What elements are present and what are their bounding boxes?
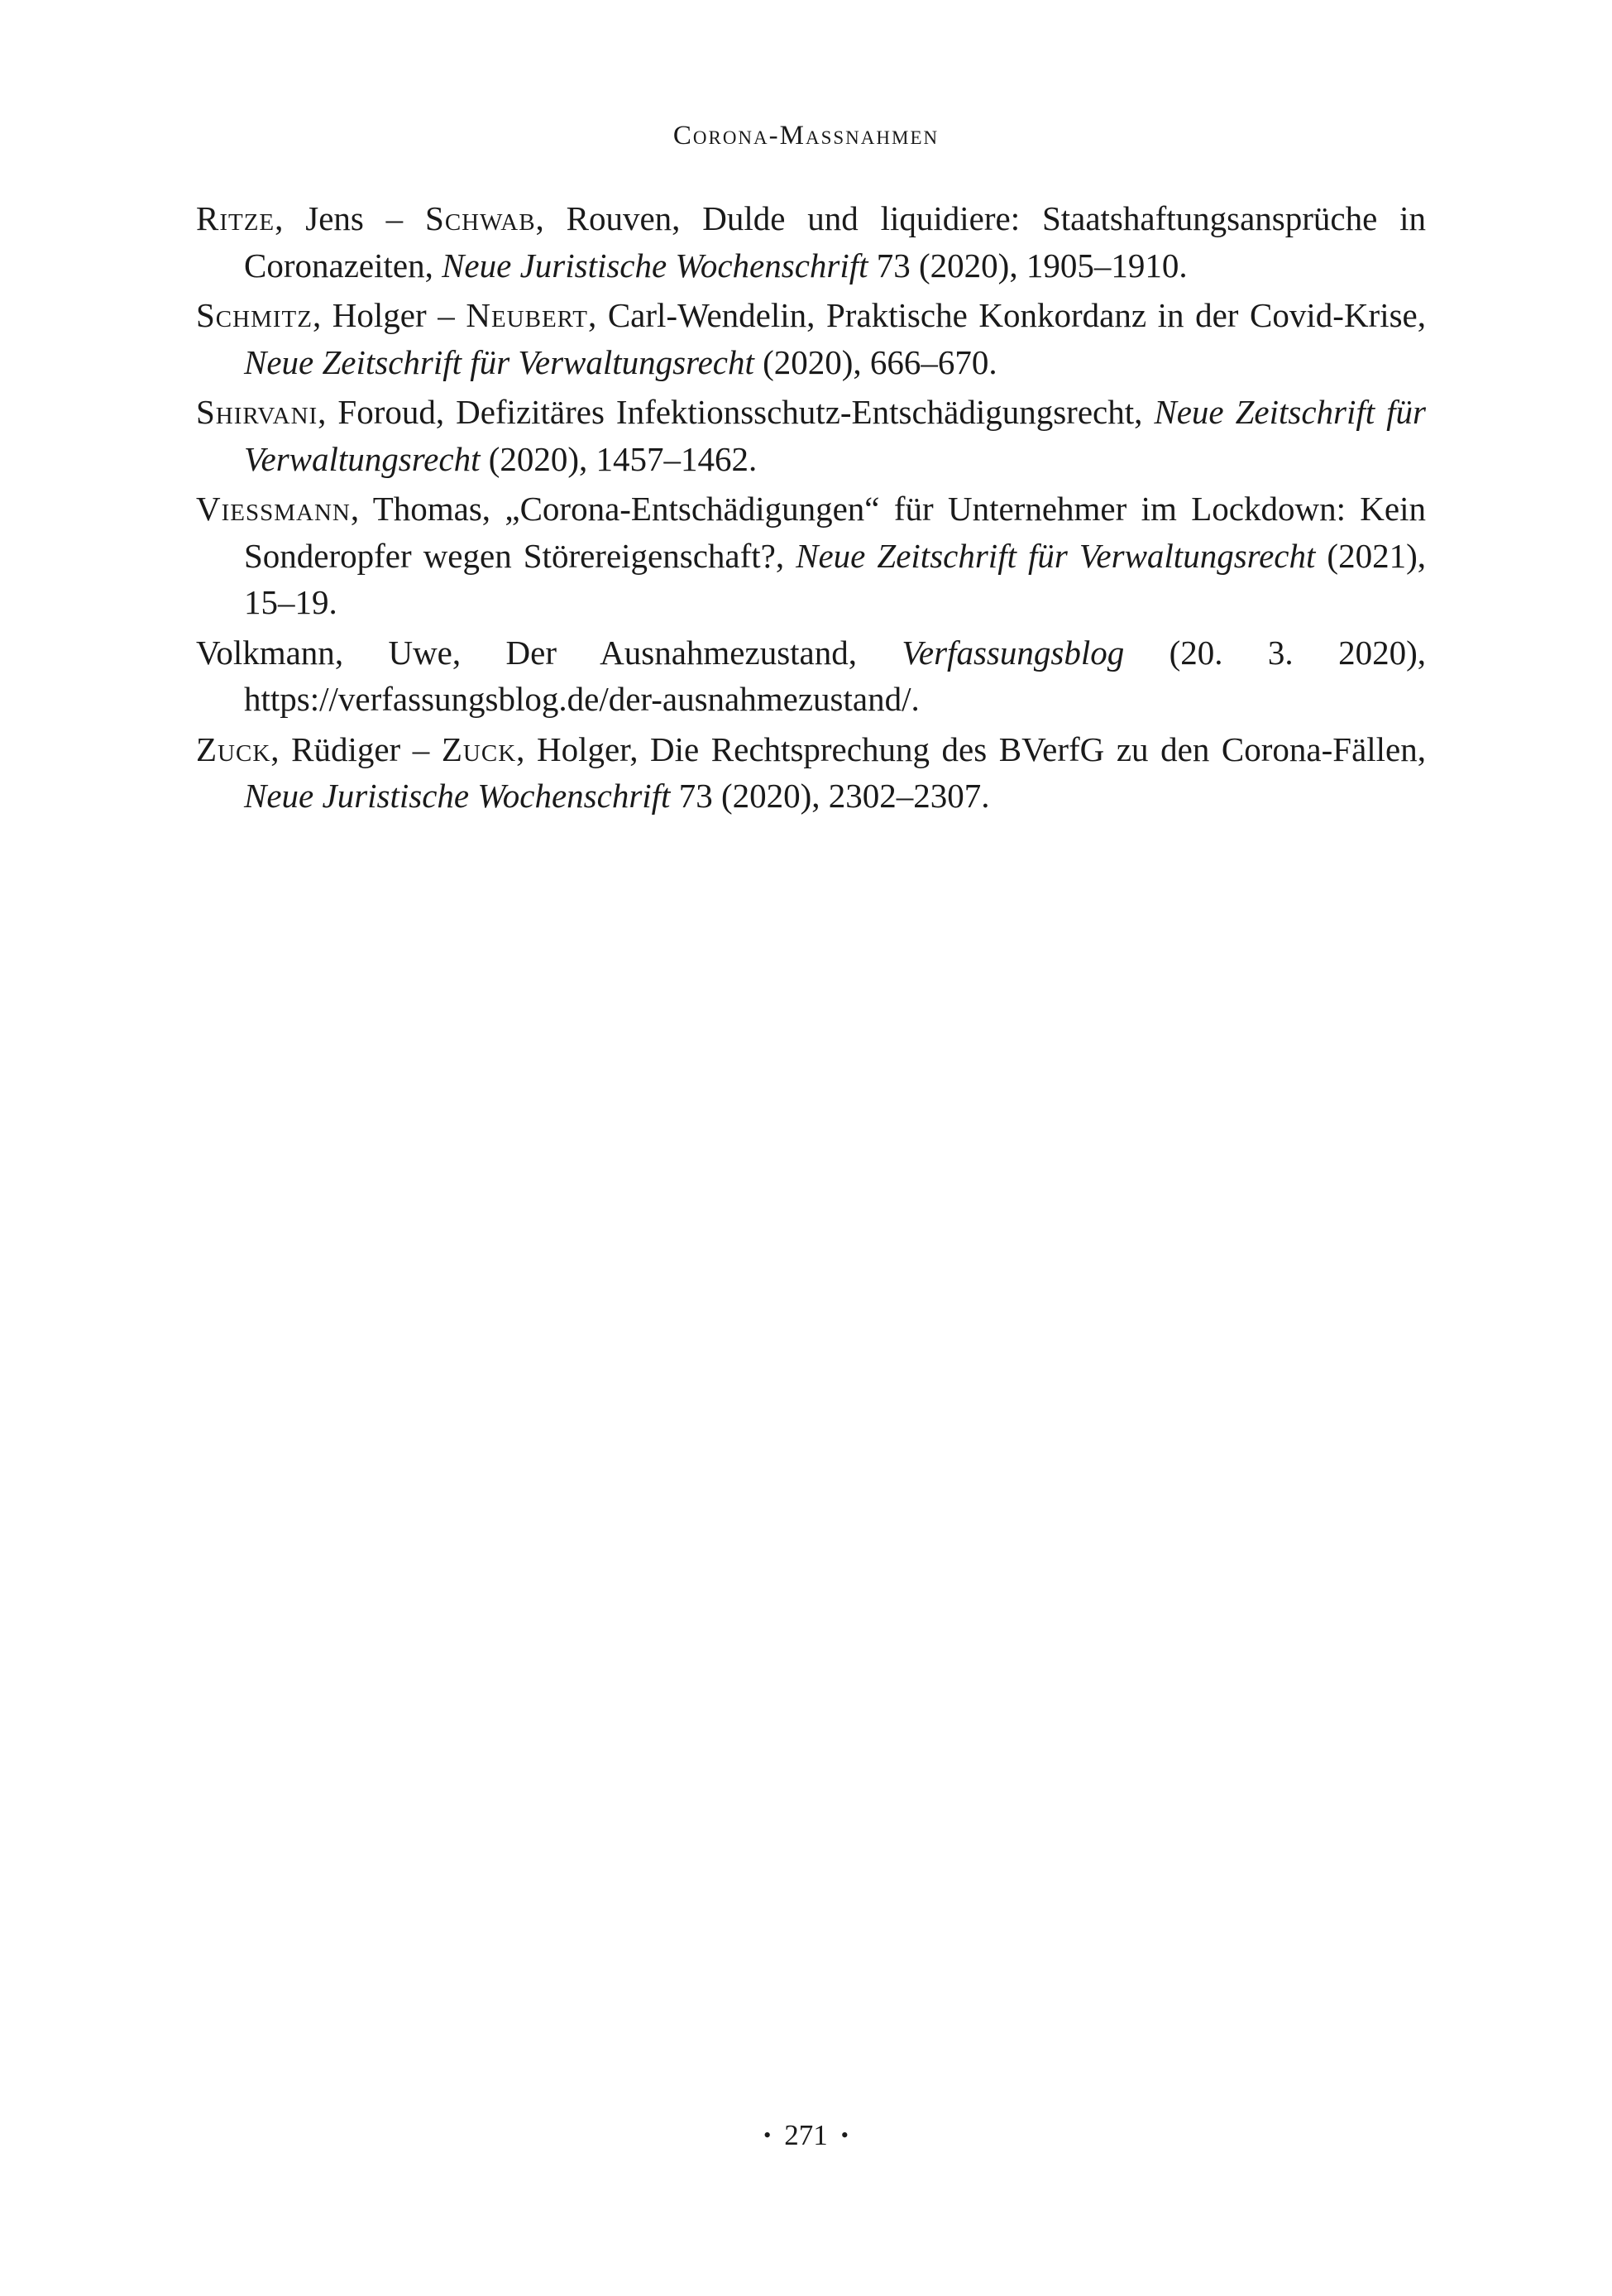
bibliography-entry	[196, 726, 1426, 820]
author-first-name: , Rüdiger –	[270, 729, 442, 768]
coauthor-last-name: Schwab	[425, 199, 536, 237]
bibliography-list	[196, 195, 1426, 823]
journal-title: Neue Zeitschrift für Verwaltungsrecht	[244, 342, 754, 381]
entry-title: , Foroud, Defizitäres Infektionsschutz-Entschädigungsrecht,	[318, 393, 1155, 431]
author-first-name: , Jens –	[275, 199, 426, 237]
bullet-icon: •	[840, 2122, 849, 2147]
bibliography-entry	[196, 292, 1426, 385]
bibliography-entry	[196, 389, 1426, 482]
entry-title: , Carl-Wendelin, Praktische Konkordanz in der Covid-Krise,	[587, 296, 1426, 334]
publication-details: 73 (2020), 2302–2307.	[670, 777, 990, 815]
page-footer	[0, 2119, 1612, 2152]
coauthor-last-name: Neubert	[466, 296, 588, 334]
coauthor-last-name: Zuck	[441, 729, 517, 768]
author-last-name: Viessmann	[196, 490, 351, 528]
bibliography-entry	[196, 195, 1426, 289]
bullet-icon: •	[763, 2122, 772, 2147]
journal-title: Neue Zeitschrift für Verwaltungsrecht	[796, 536, 1316, 575]
journal-title: Neue Juristische Wochenschrift	[244, 777, 671, 815]
author-last-name: Schmitz	[196, 296, 313, 334]
publication-details: (2021), 15–19.	[244, 536, 1426, 621]
entry-title: , Uwe, Der Ausnahmezustand,	[334, 633, 902, 672]
publication-details: (2020), 1457–1462.	[480, 439, 758, 478]
entry-title: , Rouven, Dulde und liquidiere: Staatshaftungsansprüche in Coronazeiten,	[244, 199, 1426, 285]
entry-title: , Holger, Die Rechtsprechung des BVerfG zu den Corona-Fällen,	[516, 729, 1427, 768]
author-first-name: , Holger –	[312, 296, 466, 334]
author-last-name: Shirvani	[196, 393, 318, 431]
page-number: 271	[784, 2119, 828, 2151]
publication-details: (20. 3. 2020), https://verfassungsblog.de/der-ausnahmezustand/.	[244, 633, 1426, 718]
publication-details: 73 (2020), 1905–1910.	[868, 246, 1188, 285]
author-last-name: Ritze	[196, 199, 275, 237]
author-last-name: Volkmann	[196, 633, 335, 672]
entry-title: , Thomas, „Corona-Entschädigungen“ für Unternehmer im Lockdown: Kein Sonderopfer wegen Störereigenschaft?,	[244, 490, 1426, 575]
journal-title: Neue Juristische Wochenschrift	[442, 246, 868, 285]
publication-details: (2020), 666–670.	[753, 342, 997, 381]
journal-title: Neue Zeitschrift für Verwaltungsrecht	[244, 393, 1426, 478]
running-head: Corona-Massnahmen	[672, 121, 940, 151]
journal-title: Verfassungsblog	[902, 633, 1125, 672]
bibliography-entry	[196, 486, 1426, 626]
bibliography-entry	[196, 629, 1426, 723]
author-last-name: Zuck	[196, 729, 271, 768]
